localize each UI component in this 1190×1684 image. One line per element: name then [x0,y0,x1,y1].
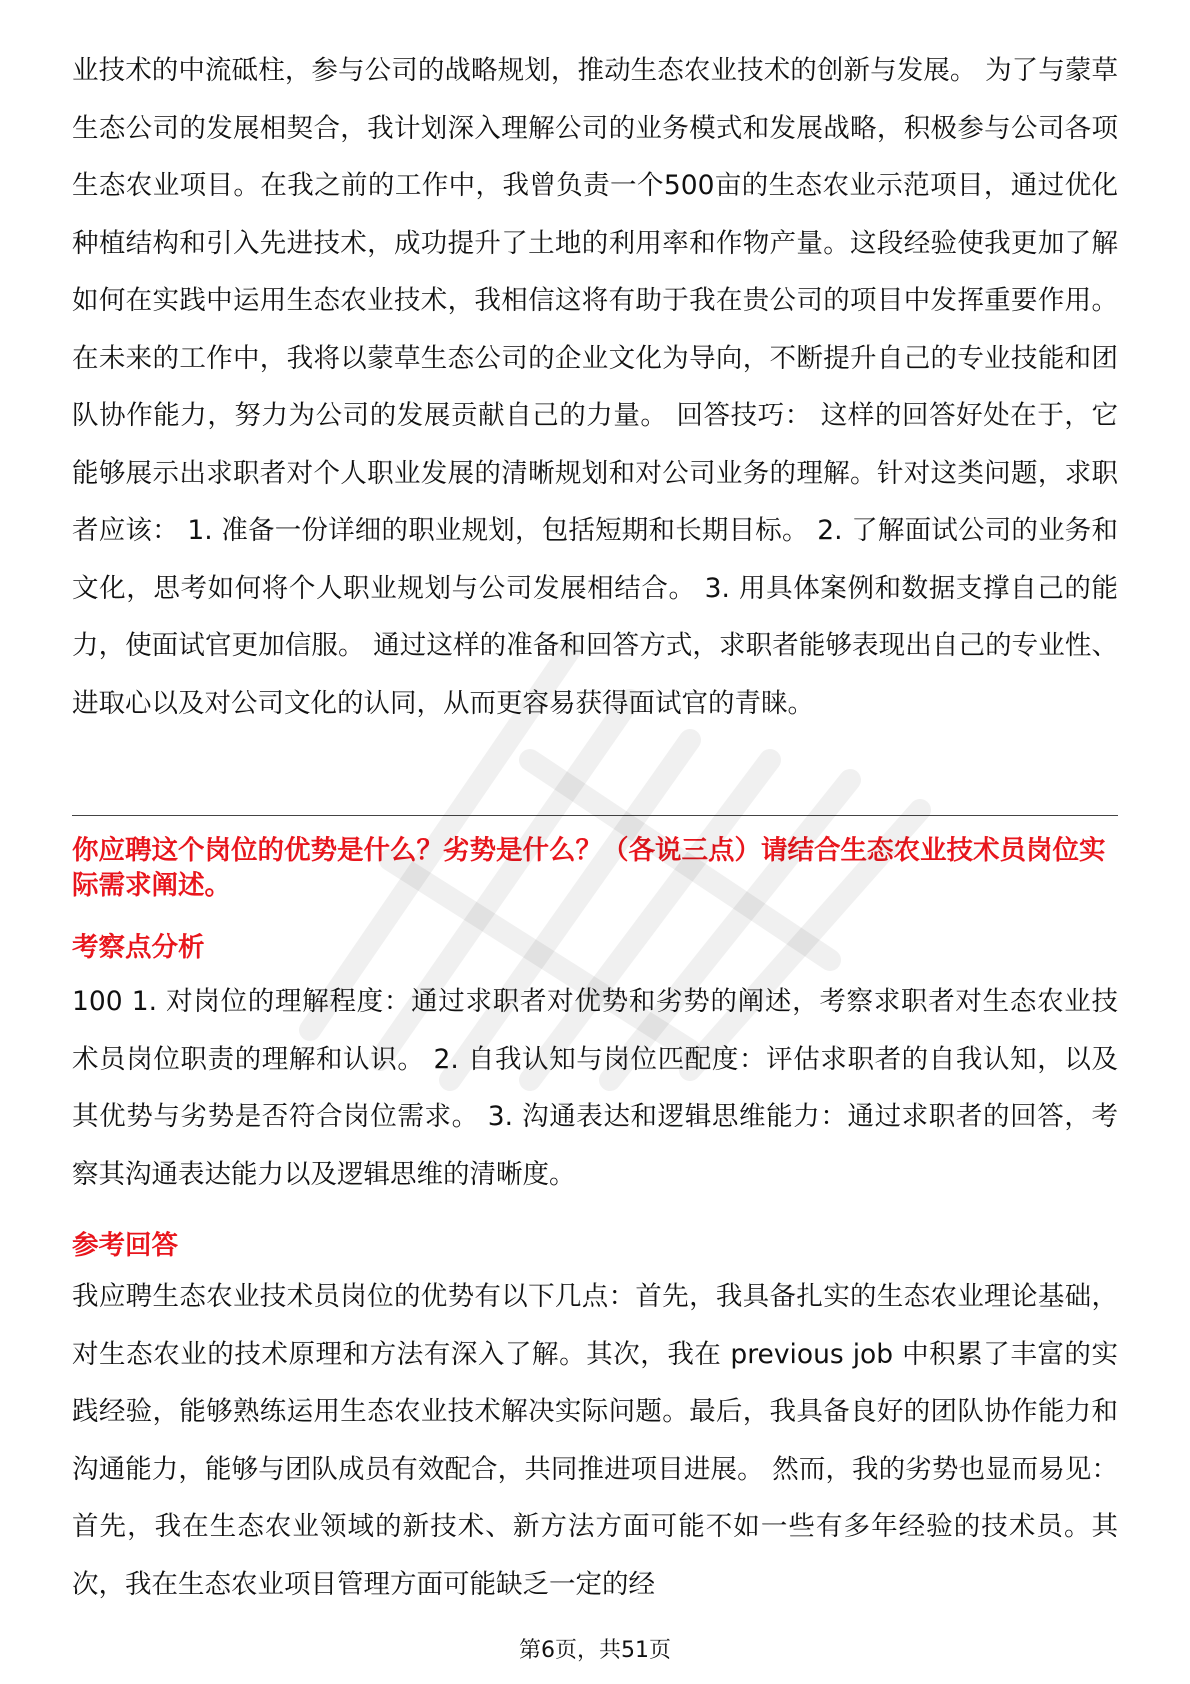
body-paragraph-continued: 业技术的中流砥柱，参与公司的战略规划，推动生态农业技术的创新与发展。 为了与蒙草生态公司的发展相契合，我计划深入理解公司的业务模式和发展战略，积极参与公司各项生态农业项目。在我之前的工作中，我曾负责一个500亩的生态农业示范项目，通过优化种植结构和引入先进技术，成功提升了土地的利用率和作物产量。这段经验使我更加了解如何在实践中运用生态农业技术，我相信这将有助于我在贵公司的项目中发挥重要作用。 在未来的工作中，我将以蒙草生态公司的企业文化为导向，不断提升自己的专业技能和团队协作能力，努力为公司的发展贡献自己的力量。 回答技巧： 这样的回答好处在于，它能够展示出求职者对个人职业发展的清晰规划和对公司业务的理解。针对这类问题，求职者应该： 1. 准备一份详细的职业规划，包括短期和长期目标。 2. 了解面试公司的业务和文化，思考如何将个人职业规划与公司发展相结合。 3. 用具体案例和数据支撑自己的能力，使面试官更加信服。 通过这样的准备和回答方式，求职者能够表现出自己的专业性、进取心以及对公司文化的认同，从而更容易获得面试官的青睐。 [72,55,1118,719]
analysis-heading: 考察点分析 [72,932,205,963]
answer-heading: 参考回答 [72,1230,178,1261]
section-divider [72,815,1118,816]
analysis-paragraph: 100 1. 对岗位的理解程度：通过求职者对优势和劣势的阐述，考察求职者对生态农业技术员岗位职责的理解和认识。 2. 自我认知与岗位匹配度：评估求职者的自我认知，以及其优势与劣势是否符合岗位需求。 3. 沟通表达和逻辑思维能力：通过求职者的回答，考察其沟通表达能力以及逻辑思维的清晰度。 [72,986,1118,1190]
interview-question: 你应聘这个岗位的优势是什么？劣势是什么？（各说三点）请结合生态农业技术员岗位实际需求阐述。 [72,835,1106,901]
page-number: 第6页，共51页 [519,1638,671,1663]
answer-paragraph: 我应聘生态农业技术员岗位的优势有以下几点：首先，我具备扎实的生态农业理论基础，对生态农业的技术原理和方法有深入了解。其次，我在 previous job 中积累了丰富的实践经验，能够熟练运用生态农业技术解决实际问题。最后，我具备良好的团队协作能力和沟通能力，能够与团队成员有效配合，共同推进项目进展。 然而，我的劣势也显而易见：首先，我在生态农业领域的新技术、新方法方面可能不如一些有多年经验的技术员。其次，我在生态农业项目管理方面可能缺乏一定的经 [72,1281,1118,1600]
